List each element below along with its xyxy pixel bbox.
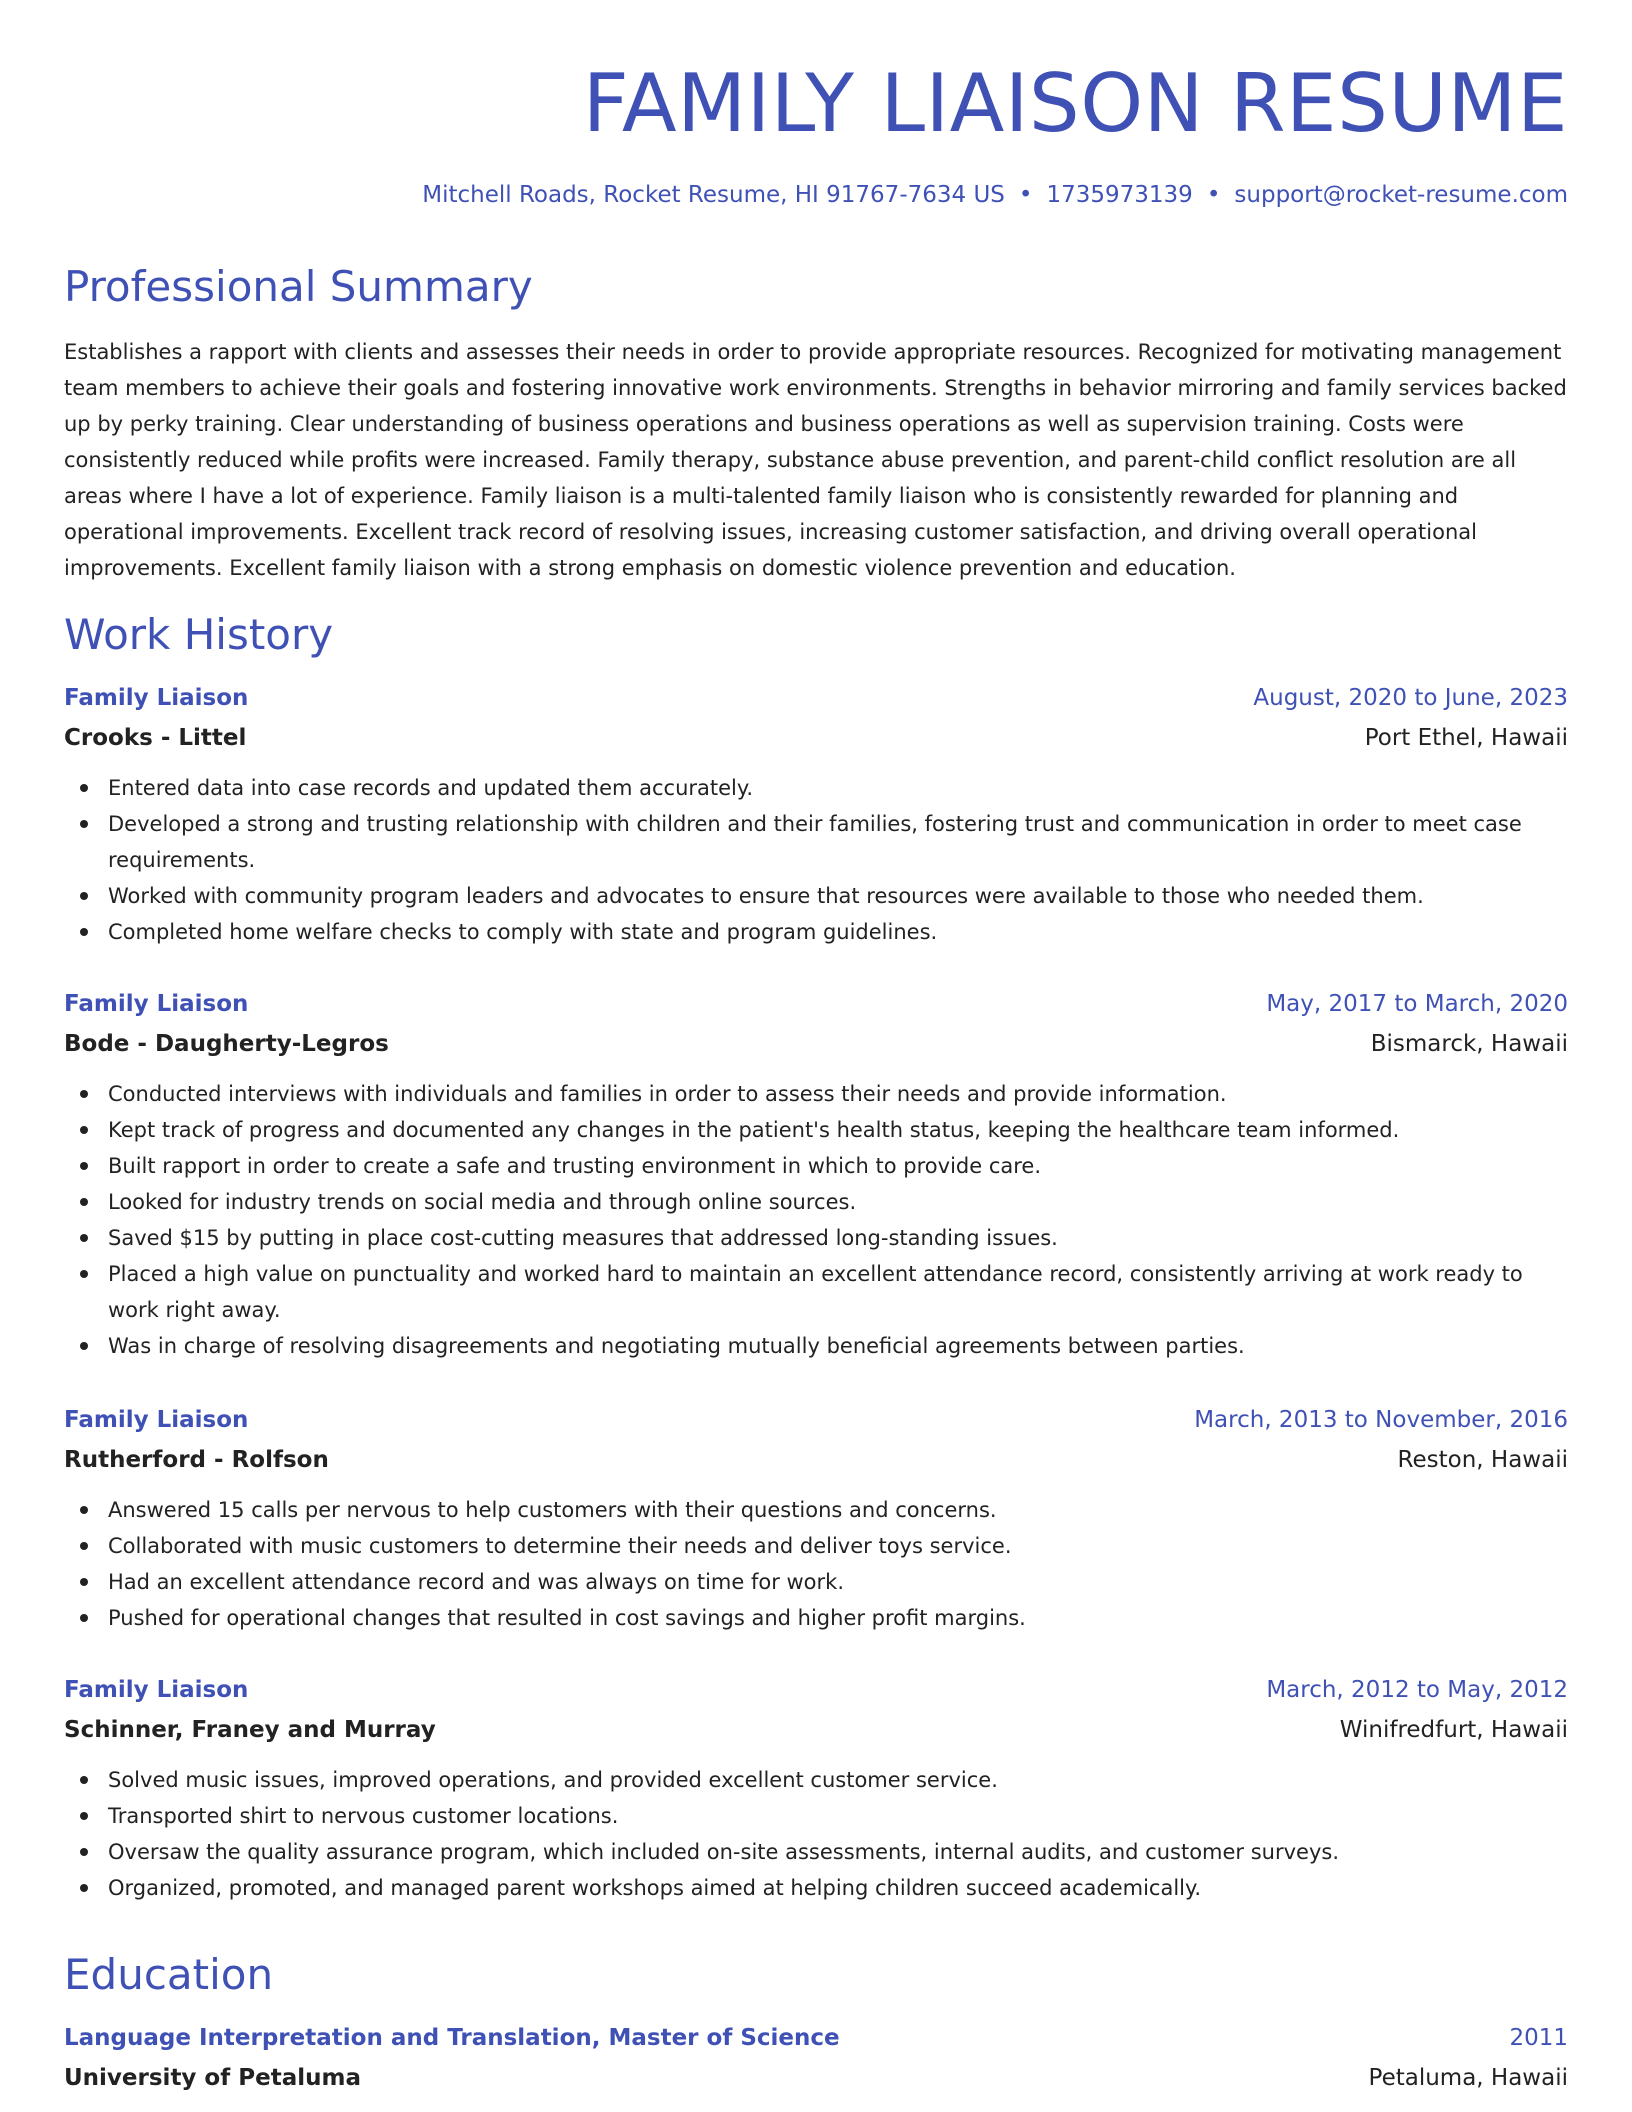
job-bullets <box>64 1762 1568 1906</box>
job-bullet: Saved $15 by putting in place cost-cutting measures that addressed long-standing issues. <box>64 1220 1568 1256</box>
job-company: Schinner, Franey and Murray <box>64 1717 436 1743</box>
job-location: Bismarck, Hawaii <box>1370 1031 1568 1057</box>
job-bullets <box>64 770 1568 950</box>
contact-address: Mitchell Roads, Rocket Resume, HI 91767-7634 US <box>422 182 1005 208</box>
resume-title: FAMILY LIAISON RESUME <box>582 57 1568 150</box>
job-bullet: Oversaw the quality assurance program, which included on-site assessments, internal audits, and customer surveys. <box>64 1834 1568 1870</box>
summary-heading: Professional Summary <box>64 262 533 311</box>
contact-line <box>422 178 1568 212</box>
job-company: Bode - Daugherty-Legros <box>64 1031 389 1057</box>
job-dates: March, 2012 to May, 2012 <box>1266 1677 1568 1703</box>
summary-text: Establishes a rapport with clients and assesses their needs in order to provide appropriate resources. Recognized for motivating management team members to achieve their goals and fostering innovative work environments. Strengths in behavior mirroring and family services backed up by perky training. Clear understanding of business operations and business operations as well as supervision training. Costs were consistently reduced while profits were increased. Family therapy, substance abuse prevention, and parent-child conflict resolution are all areas where I have a lot of experience. Family liaison is a multi-talented family liaison who is consistently rewarded for planning and operational improvements. Excellent track record of resolving issues, increasing customer satisfaction, and driving overall operational improvements. Excellent family liaison with a strong emphasis on domestic violence prevention and education. <box>64 340 1567 580</box>
job-dates: August, 2020 to June, 2023 <box>1253 685 1568 711</box>
job-dates: March, 2013 to November, 2016 <box>1194 1407 1568 1433</box>
education-year: 2011 <box>1509 2025 1568 2051</box>
job-role: Family Liaison <box>64 1407 249 1433</box>
job-bullet: Worked with community program leaders and advocates to ensure that resources were available to those who needed them. <box>64 878 1568 914</box>
job-role: Family Liaison <box>64 991 249 1017</box>
job-entry <box>64 1400 1568 1636</box>
job-bullet: Placed a high value on punctuality and worked hard to maintain an excellent attendance record, consistently arriving at work ready to work right away. <box>64 1256 1568 1328</box>
job-entry <box>64 678 1568 950</box>
job-bullet: Built rapport in order to create a safe and trusting environment in which to provide care. <box>64 1148 1568 1184</box>
contact-phone: 1735973139 <box>1046 182 1193 208</box>
job-location: Port Ethel, Hawaii <box>1364 725 1568 751</box>
work-history-heading: Work History <box>64 610 334 659</box>
job-bullet: Completed home welfare checks to comply with state and program guidelines. <box>64 914 1568 950</box>
education-school: University of Petaluma <box>64 2065 361 2091</box>
job-bullet: Kept track of progress and documented any changes in the patient's health status, keeping the healthcare team informed. <box>64 1112 1568 1148</box>
education-location: Petaluma, Hawaii <box>1368 2065 1568 2091</box>
education-entry <box>64 2018 1568 2098</box>
job-bullet: Entered data into case records and updated them accurately. <box>64 770 1568 806</box>
job-bullet: Pushed for operational changes that resulted in cost savings and higher profit margins. <box>64 1600 1568 1636</box>
contact-separator: • <box>1206 182 1221 208</box>
contact-email[interactable]: support@rocket-resume.com <box>1234 182 1568 208</box>
education-heading: Education <box>64 1950 274 1999</box>
job-bullet: Organized, promoted, and managed parent workshops aimed at helping children succeed academically. <box>64 1870 1568 1906</box>
job-bullet: Transported shirt to nervous customer locations. <box>64 1798 1568 1834</box>
job-bullets <box>64 1492 1568 1636</box>
job-dates: May, 2017 to March, 2020 <box>1266 991 1568 1017</box>
job-bullet: Was in charge of resolving disagreements and negotiating mutually beneficial agreements between parties. <box>64 1328 1568 1364</box>
job-bullet: Collaborated with music customers to determine their needs and deliver toys service. <box>64 1528 1568 1564</box>
job-company: Crooks - Littel <box>64 725 247 751</box>
job-location: Reston, Hawaii <box>1397 1447 1568 1473</box>
job-bullets <box>64 1076 1568 1364</box>
job-company: Rutherford - Rolfson <box>64 1447 329 1473</box>
job-bullet: Had an excellent attendance record and was always on time for work. <box>64 1564 1568 1600</box>
job-role: Family Liaison <box>64 1677 249 1703</box>
job-bullet: Answered 15 calls per nervous to help customers with their questions and concerns. <box>64 1492 1568 1528</box>
contact-separator: • <box>1018 182 1033 208</box>
job-entry <box>64 984 1568 1364</box>
job-bullet: Solved music issues, improved operations, and provided excellent customer service. <box>64 1762 1568 1798</box>
job-location: Winifredfurt, Hawaii <box>1339 1717 1568 1743</box>
job-bullet: Developed a strong and trusting relationship with children and their families, fostering trust and communication in order to meet case requirements. <box>64 806 1568 878</box>
education-degree: Language Interpretation and Translation, Master of Science <box>64 2025 840 2051</box>
job-role: Family Liaison <box>64 685 249 711</box>
job-entry <box>64 1670 1568 1906</box>
job-bullet: Conducted interviews with individuals and families in order to assess their needs and provide information. <box>64 1076 1568 1112</box>
job-bullet: Looked for industry trends on social media and through online sources. <box>64 1184 1568 1220</box>
